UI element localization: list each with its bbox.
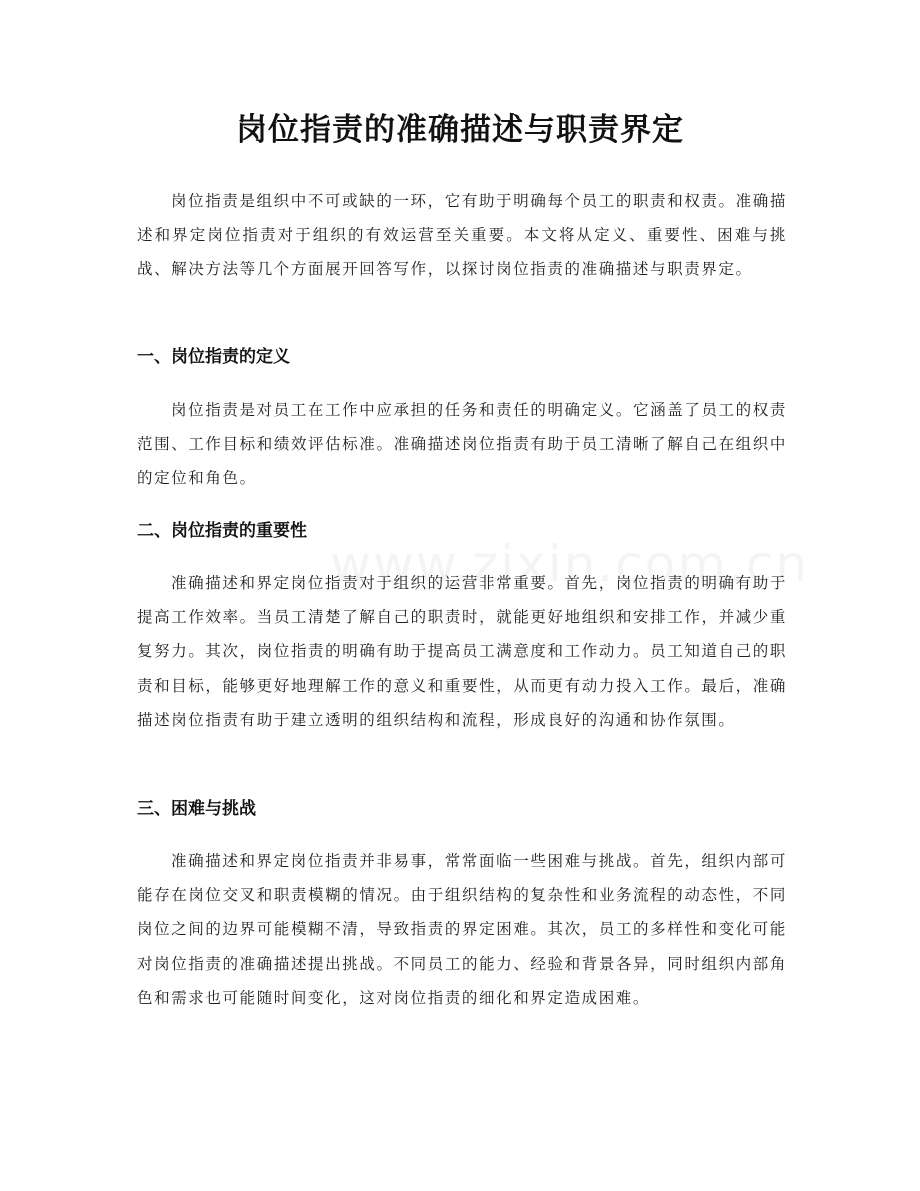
section-heading-challenges: 三、困难与挑战 xyxy=(137,799,256,819)
section-heading-definition: 一、岗位指责的定义 xyxy=(137,347,290,367)
section-body-importance: 准确描述和界定岗位指责对于组织的运营非常重要。首先，岗位指责的明确有助于提高工作效率。当员工清楚了解自己的职责时，就能更好地组织和安排工作，并减少重复努力。其次，岗位指责的明确有助于提高员工满意度和工作动力。员工知道自己的职责和目标，能够更好地理解工作的意义和重要性，从而更有动力投入工作。最后，准确描述岗位指责有助于建立透明的组织结构和流程，形成良好的沟通和协作氛围。 xyxy=(137,574,787,729)
section-heading-importance: 二、岗位指责的重要性 xyxy=(137,521,307,541)
section-body-definition: 岗位指责是对员工在工作中应承担的任务和责任的明确定义。它涵盖了员工的权责范围、工作目标和绩效评估标准。准确描述岗位指责有助于员工清晰了解自己在组织中的定位和角色。 xyxy=(137,401,787,488)
document-title: 岗位指责的准确描述与职责界定 xyxy=(236,112,684,148)
intro-paragraph: 岗位指责是组织中不可或缺的一环，它有助于明确每个员工的职责和权责。准确描述和界定岗位指责对于组织的有效运营至关重要。本文将从定义、重要性、困难与挑战、解决方法等几个方面展开回答写作，以探讨岗位指责的准确描述与职责界定。 xyxy=(137,192,787,279)
section-body-challenges: 准确描述和界定岗位指责并非易事，常常面临一些困难与挑战。首先，组织内部可能存在岗位交叉和职责模糊的情况。由于组织结构的复杂性和业务流程的动态性，不同岗位之间的边界可能模糊不清，导致指责的界定困难。其次，员工的多样性和变化可能对岗位指责的准确描述提出挑战。不同员工的能力、经验和背景各异，同时组织内部角色和需求也可能随时间变化，这对岗位指责的细化和界定造成困难。 xyxy=(137,852,787,1007)
